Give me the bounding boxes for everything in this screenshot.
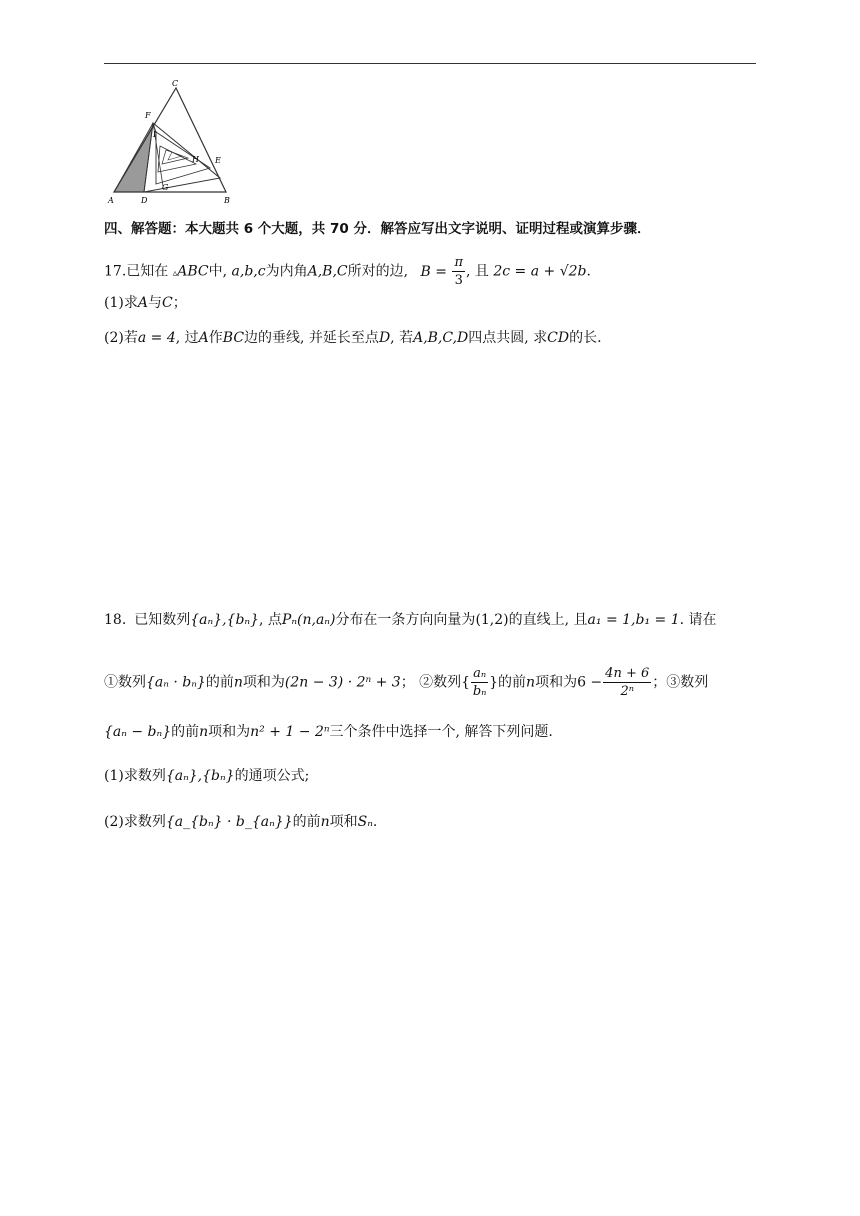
q18-p2-seq: {a_{bₙ} · b_{aₙ}} <box>165 814 293 830</box>
q18-p2-end: . <box>372 814 378 830</box>
q17-part2 <box>104 328 602 348</box>
q18-init: a₁ = 1,b₁ = 1 <box>587 612 680 628</box>
label-A: A <box>108 196 114 205</box>
cond3-seq: {aₙ − bₙ} <box>104 724 172 740</box>
q17-equation: 2c = a + √2b <box>493 263 587 280</box>
cond3-expr: n² + 1 − 2ⁿ <box>250 724 330 740</box>
q17-p1-and: 与 <box>147 295 162 311</box>
fraction-den: 2ⁿ <box>620 684 634 699</box>
q18-vector: (1,2) <box>475 612 509 628</box>
cond2-fraction <box>603 665 651 700</box>
q17-part1 <box>104 293 187 313</box>
q17-text-1: 已知在 <box>126 263 169 280</box>
q17-text-2: 中, <box>208 263 228 280</box>
q18-p1-seqs: {aₙ},{bₙ} <box>165 768 235 784</box>
q17-text-4: 所对的边, <box>347 263 409 280</box>
triangle-figure <box>100 76 240 208</box>
q17-p2-eq: a = 4 <box>137 330 176 346</box>
q18-text-3: 分布在一条方向向量为 <box>335 612 476 628</box>
label-C: C <box>172 79 179 88</box>
q17-angles: A,B,C <box>307 263 348 280</box>
cond1-end: ； <box>400 674 415 691</box>
q18-p2-n: n <box>320 814 330 830</box>
q18-point: Pₙ(n,aₙ) <box>281 612 336 628</box>
cond2-text-2: 项和为 <box>535 674 578 691</box>
cond2-close: } <box>489 674 499 691</box>
q17-p2-t4: , 若 <box>390 330 414 346</box>
q17-p2-label: (2)若 <box>104 330 138 346</box>
q18-p2-text: 的前 <box>292 814 321 830</box>
q17-text-3: 为内角 <box>265 263 308 280</box>
cond2-end: ； <box>652 674 667 691</box>
q17-p2-D: D <box>378 330 391 346</box>
q18-p1-text: 的通项公式; <box>234 768 310 784</box>
section-heading: 四、解答题：本大题共 6 个大题，共 70 分．解答应写出文字说明、证明过程或演算步骤． <box>104 221 651 237</box>
label-G: G <box>162 183 169 192</box>
q17-p2-t1: , 过 <box>175 330 199 346</box>
q18-p1-label: (1)求数列 <box>104 768 166 784</box>
cond1-label: ①数列 <box>104 674 146 691</box>
frac-den: 3 <box>454 273 463 288</box>
q18-statement <box>104 610 717 630</box>
q17-p2-t2: 作 <box>208 330 223 346</box>
q17-p2-t3: 边的垂线, 并延长至点 <box>244 330 379 346</box>
ratio-num: aₙ <box>473 666 487 681</box>
q18-seqs: {aₙ},{bₙ} <box>190 612 260 628</box>
inner-triangle-2 <box>156 132 210 184</box>
q17-sides: a,b,c <box>231 263 266 280</box>
q17-p2-BC: BC <box>222 330 245 346</box>
cond1-expr: (2n − 3) · 2ⁿ + 3 <box>284 674 401 691</box>
label-I: I <box>153 130 157 139</box>
q17-p2-CD: CD <box>547 330 570 346</box>
cond1-n: n <box>233 674 243 691</box>
q18-text-2: , 点 <box>259 612 282 628</box>
q17-B-eq: B = <box>420 263 447 280</box>
q17-abc: ABC <box>177 263 209 280</box>
q18-text-1: 已知数列 <box>134 612 191 628</box>
q17-p2-t6: 的长. <box>569 330 602 346</box>
q18-p2-text-2: 项和 <box>329 814 358 830</box>
q18-condition3 <box>104 722 553 742</box>
cond3-label: ③数列 <box>666 674 709 691</box>
cond3-text: 的前 <box>171 724 200 740</box>
q18-text-5: . 请在 <box>679 612 717 628</box>
q18-part1 <box>104 766 309 786</box>
cond3-text-3: 三个条件中选择一个, 解答下列问题. <box>329 724 553 740</box>
q17-statement <box>104 254 591 289</box>
q18-p2-S: Sₙ <box>357 814 373 830</box>
q17-number: 17. <box>104 263 127 280</box>
cond2-six: 6 − <box>577 674 603 691</box>
q18-text-4: 的直线上, 且 <box>508 612 588 628</box>
cond3-text-2: 项和为 <box>208 724 251 740</box>
q17-p2-pts: A,B,C,D <box>413 330 469 346</box>
triangle-symbol: ▵ <box>172 268 178 279</box>
cond2-open: { <box>461 674 471 691</box>
q17-p1-A: A <box>137 295 148 311</box>
cond3-n: n <box>199 724 209 740</box>
cond2-ratio <box>471 665 488 700</box>
q18-number: 18. <box>104 612 127 628</box>
frac-num: π <box>454 255 463 270</box>
label-H: H <box>192 155 199 164</box>
label-B: B <box>224 196 230 205</box>
q17-p1-end: ； <box>172 295 187 311</box>
q17-end: . <box>586 263 591 280</box>
cond2-n: n <box>526 674 536 691</box>
q18-part2 <box>104 812 377 832</box>
label-F: F <box>145 111 151 120</box>
inner-triangle-4 <box>162 150 188 164</box>
q17-p2-t5: 四点共圆, 求 <box>468 330 548 346</box>
q17-p2-A: A <box>198 330 209 346</box>
cond2-text: 的前 <box>498 674 527 691</box>
cond1-text: 的前 <box>205 674 234 691</box>
cond2-label: ②数列 <box>419 674 462 691</box>
cond1-text-2: 项和为 <box>242 674 285 691</box>
cond1-seq: {aₙ · bₙ} <box>146 674 206 691</box>
q18-conditions-line <box>104 665 708 700</box>
pi-over-3 <box>452 254 465 289</box>
fraction-num: 4n + 6 <box>605 666 650 681</box>
q17-p1-C: C <box>161 295 173 311</box>
label-E: E <box>215 156 221 165</box>
q18-p2-label: (2)求数列 <box>104 814 166 830</box>
label-D: D <box>141 196 148 205</box>
header-rule <box>104 63 756 64</box>
q17-text-5: , 且 <box>465 263 489 280</box>
q17-p1-label: (1)求 <box>104 295 138 311</box>
ratio-den: bₙ <box>472 684 487 699</box>
